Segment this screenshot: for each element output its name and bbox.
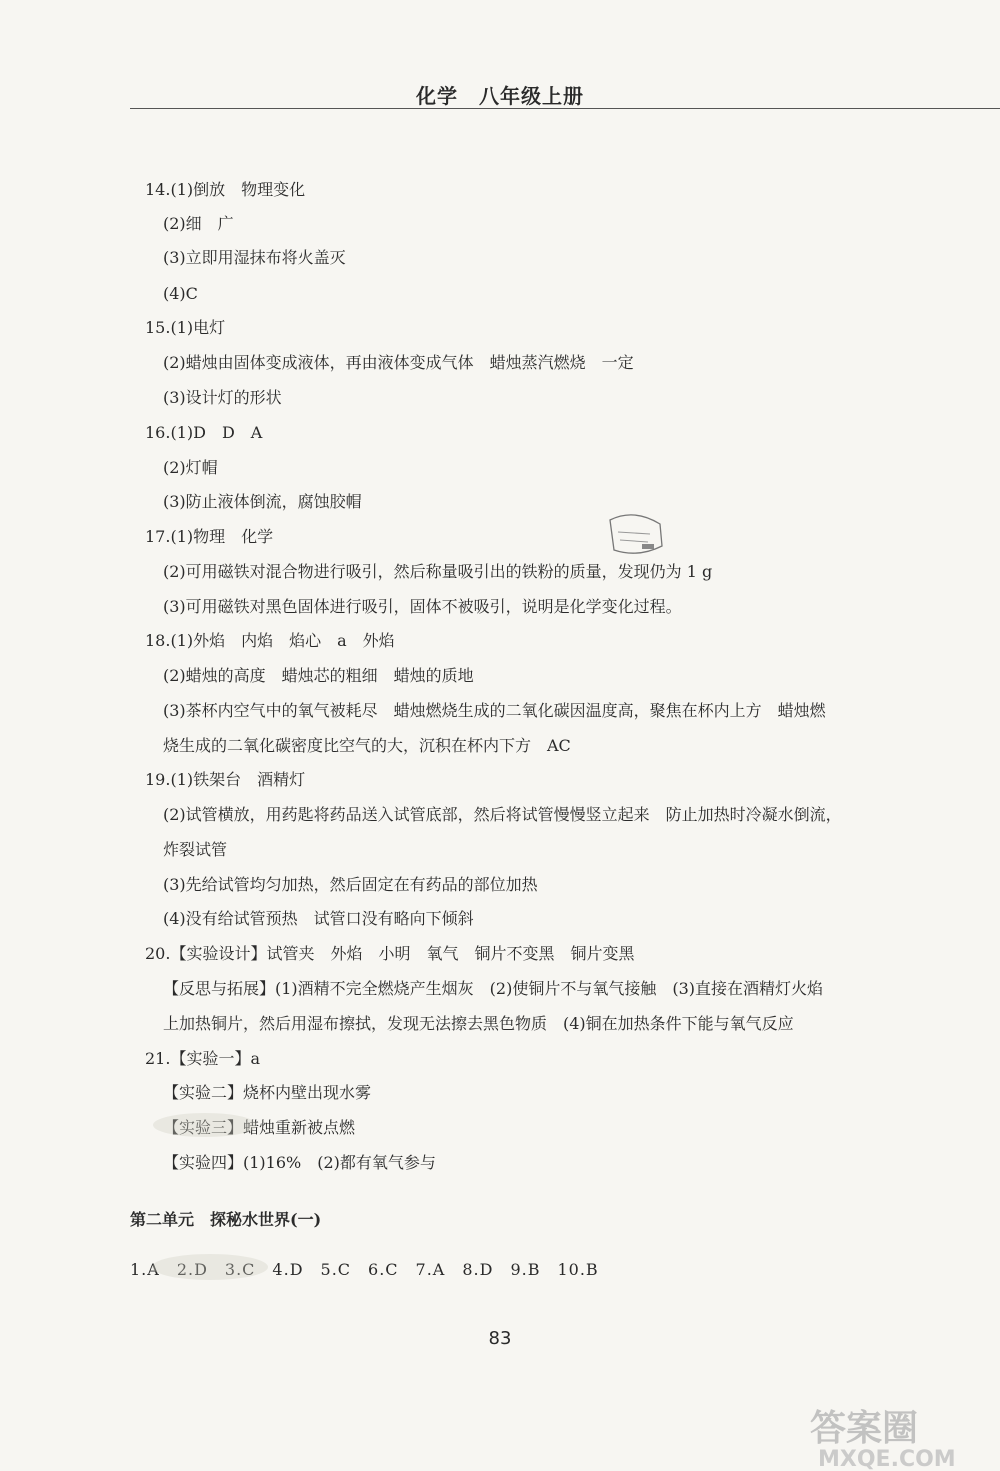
answer-line: (2)试管横放，用药匙将药品送入试管底部，然后将试管慢慢竖立起来 防止加热时冷凝水倒流， (163, 805, 842, 824)
answer-line: 14.(1)倒放 物理变化 (145, 180, 306, 199)
answer-line: (4)没有给试管预热 试管口没有略向下倾斜 (163, 909, 474, 928)
answer-line: (2)细 广 (163, 214, 234, 233)
answer-line: (3)设计灯的形状 (163, 388, 282, 407)
answer-line: 15.(1)电灯 (145, 318, 226, 337)
answer-line: (2)蜡烛由固体变成液体，再由液体变成气体 蜡烛蒸汽燃烧 一定 (163, 353, 634, 372)
watermark-logo-text: 答案圈 (810, 1408, 919, 1449)
faint-smudge (150, 1250, 270, 1284)
answer-line: (2)可用磁铁对混合物进行吸引，然后称量吸引出的铁粉的质量，发现仍为 1 g (163, 562, 713, 581)
answer-line: 18.(1)外焰 内焰 焰心 a 外焰 (145, 631, 395, 650)
answer-line: 上加热铜片，然后用湿布擦拭，发现无法擦去黑色物质 (4)铜在加热条件下能与氧气反应 (163, 1014, 794, 1033)
answer-line: (3)防止液体倒流，腐蚀胶帽 (163, 492, 362, 511)
answer-line: (2)蜡烛的高度 蜡烛芯的粗细 蜡烛的质地 (163, 666, 474, 685)
answer-line: 16.(1)D D A (145, 423, 263, 442)
answer-line: (4)C (163, 284, 198, 303)
page-number: 83 (488, 1328, 512, 1349)
header-rule (130, 108, 1000, 109)
answer-line: 【实验二】烧杯内壁出现水雾 (163, 1083, 372, 1102)
stamp-mark (604, 510, 666, 556)
answer-line: (2)灯帽 (163, 458, 218, 477)
watermark-logo (800, 1400, 1000, 1471)
answer-line: 19.(1)铁架台 酒精灯 (145, 770, 306, 789)
answer-line: 20.【实验设计】试管夹 外焰 小明 氧气 铜片不变黑 铜片变黑 (145, 944, 635, 963)
answer-line: 【实验四】(1)16% (2)都有氧气参与 (163, 1153, 436, 1172)
multiple-choice-answers: 1.A 2.D 3.C 4.D 5.C 6.C 7.A 8.D 9.B 10.B (130, 1260, 599, 1279)
answer-line: (3)立即用湿抹布将火盖灭 (163, 248, 346, 267)
faint-smudge (150, 1110, 260, 1140)
answer-line: (3)茶杯内空气中的氧气被耗尽 蜡烛燃烧生成的二氧化碳因温度高，聚焦在杯内上方 蜡烛燃 (163, 701, 826, 720)
answer-line: 21.【实验一】a (145, 1049, 260, 1068)
answer-line: 17.(1)物理 化学 (145, 527, 274, 546)
answer-line: 炸裂试管 (163, 840, 228, 859)
answer-line: 【实验三】蜡烛重新被点燃 (163, 1118, 356, 1137)
answer-line: 烧生成的二氧化碳密度比空气的大，沉积在杯内下方 AC (163, 736, 571, 755)
answer-line: (3)可用磁铁对黑色固体进行吸引，固体不被吸引，说明是化学变化过程。 (163, 597, 682, 616)
header-title: 化学 八年级上册 (416, 84, 584, 108)
answer-line: (3)先给试管均匀加热，然后固定在有药品的部位加热 (163, 875, 538, 894)
section-heading: 第二单元 探秘水世界(一) (130, 1210, 322, 1229)
answer-line: 【反思与拓展】(1)酒精不完全燃烧产生烟灰 (2)使铜片不与氧气接触 (3)直接在酒精灯火焰 (163, 979, 823, 998)
watermark-site-text: MXQE.COM (818, 1447, 956, 1471)
